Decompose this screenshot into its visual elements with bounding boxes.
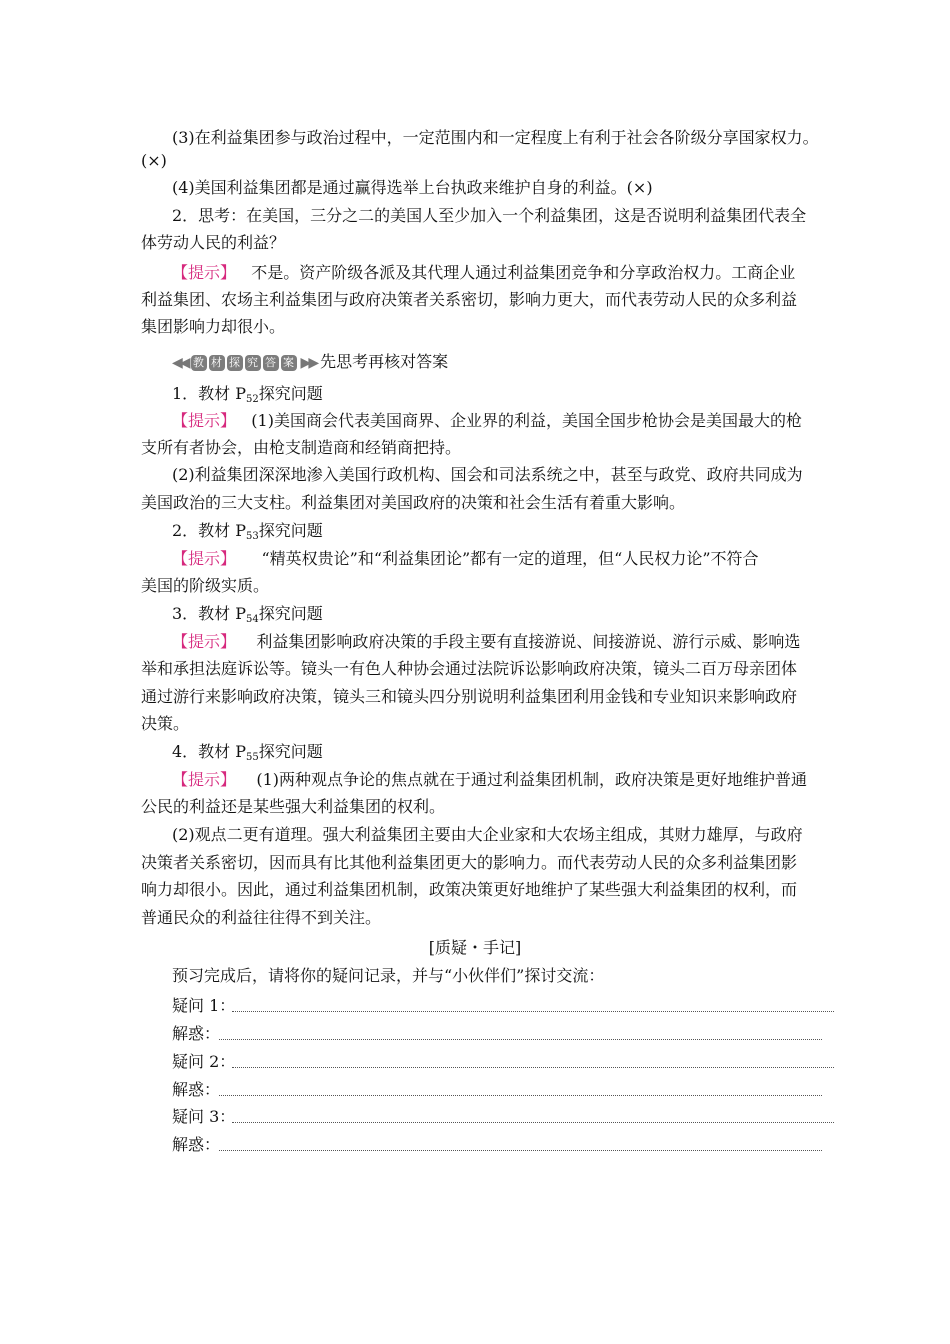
banner-char: 案 <box>281 355 297 371</box>
item-3-line-4: 决策。 <box>141 714 190 733</box>
think-hint-line-3: 集团影响力却很小。 <box>141 317 286 336</box>
think-question-line-2: 体劳动人民的利益？ <box>141 233 286 252</box>
item-4-line-6: 普通民众的利益往往得不到关注。 <box>141 908 382 927</box>
banner-char: 答 <box>263 355 279 371</box>
page-number: 52 <box>246 394 259 405</box>
item-3-line-3: 通过游行来影响政府决策，镜头三和镜头四分别说明利益集团利用金钱和专业知识来影响政府 <box>141 687 798 706</box>
page-number: 54 <box>246 614 259 625</box>
note-answer-line[interactable] <box>232 1011 834 1012</box>
double-left-arrow-icon: ◀◀ <box>172 355 188 371</box>
page-number: 55 <box>246 752 259 763</box>
item-3-hint-line-1: 【提示】 利益集团影响政府决策的手段主要有直接游说、间接游说、游行示威、影响选 <box>172 632 801 651</box>
item-1-line-4: 美国政治的三大支柱。利益集团对美国政府的决策和社会生活有着重大影响。 <box>141 493 686 512</box>
banner-text: 先思考再核对答案 <box>320 352 449 371</box>
note-row-label: 解惑： <box>172 1135 221 1154</box>
note-row-label: 疑问 1： <box>172 996 236 1015</box>
item-3-title: 3．教材 $P_{54}$探究问题 <box>172 604 323 625</box>
item-4-title: 4．教材 $P_{55}$探究问题 <box>172 742 323 763</box>
note-row-label: 解惑： <box>172 1024 221 1043</box>
section-banner <box>172 352 448 373</box>
question-4: (4)美国利益集团都是通过赢得选举上台执政来维护自身的利益。(×) <box>172 178 653 197</box>
note-answer-line[interactable] <box>232 1067 834 1068</box>
item-2-line-2: 美国的阶级实质。 <box>141 576 270 595</box>
notes-intro: 预习完成后，请将你的疑问记录，并与“小伙伴们”探讨交流： <box>172 966 605 985</box>
think-hint-line-1 <box>172 263 795 283</box>
note-row-label: 疑问 2： <box>172 1052 236 1071</box>
item-1-line-3: (2)利益集团深深地渗入美国行政机构、国会和司法系统之中，甚至与政党、政府共同成为 <box>172 465 803 484</box>
hint-label: 【提示】 <box>172 770 237 789</box>
question-3-line-1: (3)在利益集团参与政治过程中，一定范围内和一定程度上有利于社会各阶级分享国家权力。 <box>172 128 819 147</box>
item-2-hint-line-1: 【提示】 “精英权贵论”和“利益集团论”都有一定的道理，但“人民权力论”不符合 <box>172 549 759 568</box>
note-row-label: 疑问 3： <box>172 1107 236 1126</box>
think-question-line-1: 2．思考：在美国，三分之二的美国人至少加入一个利益集团，这是否说明利益集团代表全 <box>172 206 807 225</box>
note-row-label: 解惑： <box>172 1080 221 1099</box>
hint-label: 【提示】 <box>172 632 237 651</box>
hint-label: 【提示】 <box>172 411 237 430</box>
item-3-line-2: 举和承担法庭诉讼等。镜头一有色人种协会通过法院诉讼影响政府决策，镜头二百万母亲团体 <box>141 659 798 678</box>
note-answer-line[interactable] <box>219 1095 822 1096</box>
item-2-title: 2．教材 $P_{53}$探究问题 <box>172 521 323 542</box>
question-3-line-2: (×) <box>141 151 167 170</box>
note-answer-line[interactable] <box>232 1122 834 1123</box>
hint-text: 不是。资产阶级各派及其代理人通过利益集团竞争和分享政治权力。工商企业 <box>251 263 796 282</box>
banner-char: 究 <box>245 355 261 371</box>
item-4-line-3: (2)观点二更有道理。强大利益集团主要由大企业家和大农场主组成，其财力雄厚，与政府 <box>172 825 803 844</box>
item-4-line-2: 公民的利益还是某些强大利益集团的权利。 <box>141 797 446 816</box>
banner-char: 教 <box>191 355 207 371</box>
banner-char: 探 <box>227 355 243 371</box>
item-1-title: 1．教材 $P_{52}$探究问题 <box>172 384 323 405</box>
hint-label: 【提示】 <box>172 549 237 568</box>
item-1-hint-line-1: 【提示】 (1)美国商会代表美国商界、企业界的利益，美国全国步枪协会是美国最大的枪 <box>172 411 802 430</box>
note-answer-line[interactable] <box>219 1039 822 1040</box>
item-4-line-5: 响力却很小。因此，通过利益集团机制，政策决策更好地维护了某些强大利益集团的权利，而 <box>141 880 798 899</box>
item-4-hint-line-1: 【提示】 (1)两种观点争论的焦点就在于通过利益集团机制，政府决策是更好地维护普通 <box>172 770 808 789</box>
think-hint-line-2: 利益集团、农场主利益集团与政府决策者关系密切，影响力更大，而代表劳动人民的众多利益 <box>141 290 798 309</box>
notes-heading: [质疑・手记] <box>428 938 522 957</box>
note-answer-line[interactable] <box>219 1150 822 1151</box>
page-number: 53 <box>246 531 259 542</box>
hint-label: 【提示】 <box>172 263 237 282</box>
item-4-line-4: 决策者关系密切，因而具有比其他利益集团更大的影响力。而代表劳动人民的众多利益集团影 <box>141 853 798 872</box>
double-right-arrow-icon: ▶▶ <box>300 355 317 371</box>
item-1-line-2: 支所有者协会，由枪支制造商和经销商把持。 <box>141 438 462 457</box>
banner-char: 材 <box>209 355 225 371</box>
